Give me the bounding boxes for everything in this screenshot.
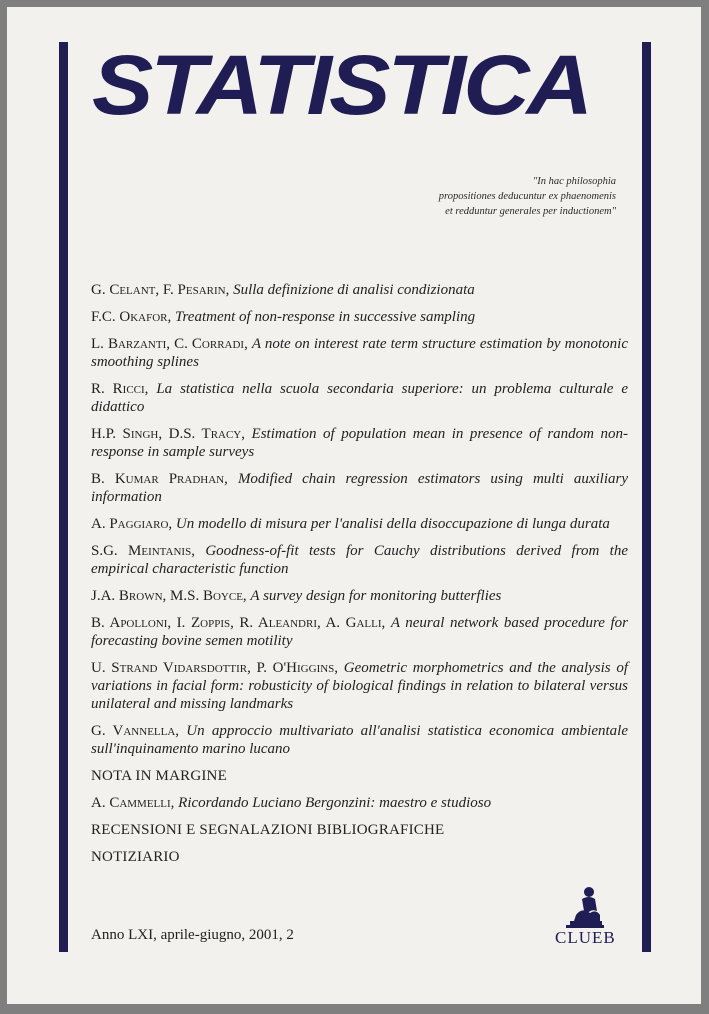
toc-entry: [91, 542, 628, 578]
entry-title: A neural network based procedure for forecasting bovine semen motility: [91, 615, 629, 649]
entry-title: Geometric morphometrics and the analysis of variations in facial form: robusticity of biological findings in relation to bilateral versus unilateral and missing landmarks: [91, 660, 629, 712]
table-of-contents: [91, 281, 628, 875]
toc-entry: [91, 281, 628, 299]
toc-entry: [91, 470, 628, 506]
entry-authors: R. Ricci,: [91, 381, 149, 397]
toc-entry: [91, 308, 628, 326]
left-vertical-rule: [59, 42, 68, 952]
entry-title: A survey design for monitoring butterflies: [250, 588, 502, 604]
toc-entry: [91, 614, 628, 650]
toc-entry: [91, 515, 628, 533]
entry-title: Un approccio multivariato all'analisi statistica economica ambientale sull'inquinamento marino lucano: [91, 723, 629, 757]
toc-entry: [91, 380, 628, 416]
right-vertical-rule: [642, 42, 651, 952]
entry-authors: A. Cammelli,: [91, 795, 175, 811]
entry-authors: B. Kumar Pradhan,: [91, 471, 228, 487]
entry-title: Ricordando Luciano Bergonzini: maestro e studioso: [178, 795, 492, 811]
entry-title: Modified chain regression estimators using multi auxiliary information: [91, 471, 629, 505]
toc-entry: [91, 425, 628, 461]
entry-authors: H.P. Singh, D.S. Tracy,: [91, 426, 246, 442]
section-heading-recensioni: RECENSIONI E SEGNALAZIONI BIBLIOGRAFICHE: [91, 822, 445, 838]
toc-entry: [91, 335, 628, 371]
publisher-name: CLUEB: [555, 928, 616, 947]
motto-line: et redduntur generales per inductionem": [445, 206, 616, 217]
publisher-logo: [555, 885, 615, 947]
entry-authors: F.C. Okafor,: [91, 309, 172, 325]
publisher-emblem-icon: [562, 885, 608, 929]
entry-title: Treatment of non-response in successive sampling: [175, 309, 476, 325]
entry-authors: A. Paggiaro,: [91, 516, 173, 532]
entry-authors: S.G. Meintanis,: [91, 543, 195, 559]
entry-title: Un modello di misura per l'analisi della disoccupazione di lunga durata: [175, 516, 610, 532]
motto: [316, 174, 616, 219]
toc-entry: [91, 659, 628, 713]
toc-entry: [91, 587, 628, 605]
section-heading-nota: NOTA IN MARGINE: [91, 768, 227, 784]
entry-authors: B. Apolloni, I. Zoppis, R. Aleandri, A. Galli,: [91, 615, 386, 631]
entry-authors: G. Vannella,: [91, 723, 180, 739]
toc-entry: [91, 722, 628, 758]
entry-title: Goodness-of-fit tests for Cauchy distributions derived from the empirical characteristic function: [91, 543, 628, 577]
motto-line: "In hac philosophia: [532, 176, 616, 187]
journal-title: STATISTICA: [92, 38, 591, 133]
issue-info: Anno LXI, aprile-giugno, 2001, 2: [91, 927, 294, 943]
entry-authors: J.A. Brown, M.S. Boyce,: [91, 588, 247, 604]
entry-title: A note on interest rate term structure estimation by monotonic smoothing splines: [91, 336, 628, 370]
entry-authors: U. Strand Vidarsdottir, P. O'Higgins,: [91, 660, 339, 676]
entry-title: Estimation of population mean in presence of random non-response in sample surveys: [91, 426, 629, 460]
entry-title: La statistica nella scuola secondaria superiore: un problema culturale e didattico: [91, 381, 628, 415]
toc-entry: [91, 794, 628, 812]
entry-authors: L. Barzanti, C. Corradi,: [91, 336, 248, 352]
journal-cover: [7, 7, 701, 1004]
entry-title: Sulla definizione di analisi condizionata: [233, 282, 475, 298]
motto-line: propositiones deducuntur ex phaenomenis: [438, 191, 616, 202]
section-heading-notiziario: NOTIZIARIO: [91, 849, 180, 865]
entry-authors: G. Celant, F. Pesarin,: [91, 282, 230, 298]
